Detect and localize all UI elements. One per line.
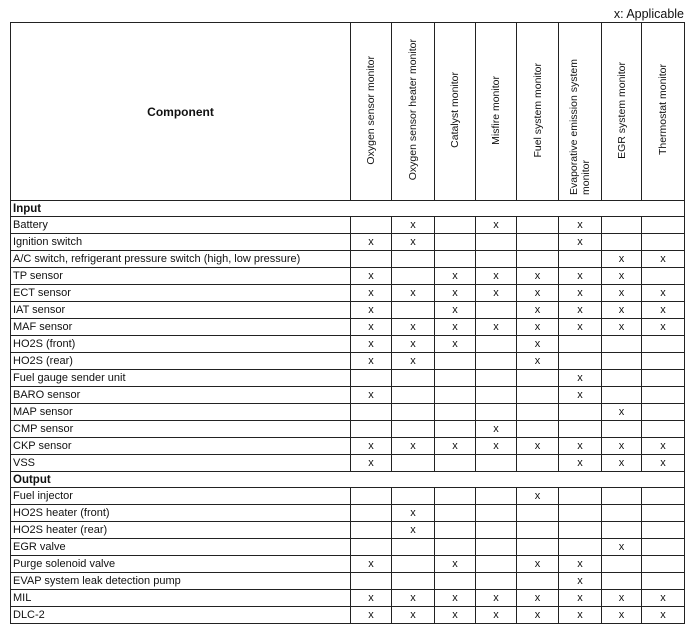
monitor-header — [351, 23, 392, 201]
applicability-cell — [476, 302, 517, 319]
applicability-cell — [559, 505, 602, 522]
applicability-cell — [392, 404, 435, 421]
applicability-cell — [476, 234, 517, 251]
applicability-cell — [435, 455, 476, 472]
applicability-cell — [559, 488, 602, 505]
applicability-cell — [392, 268, 435, 285]
applicability-cell — [435, 539, 476, 556]
applicability-cell — [559, 404, 602, 421]
table-row — [11, 573, 685, 590]
applicability-cell — [517, 404, 559, 421]
applicability-cell — [351, 505, 392, 522]
applicability-cell: x — [559, 302, 602, 319]
applicability-cell — [476, 505, 517, 522]
applicability-cell: x — [351, 302, 392, 319]
applicability-cell — [642, 421, 685, 438]
table-row — [11, 353, 685, 370]
applicability-cell — [435, 404, 476, 421]
applicability-cell — [559, 539, 602, 556]
applicability-cell: x — [559, 217, 602, 234]
applicability-cell — [642, 522, 685, 539]
applicability-cell — [392, 370, 435, 387]
applicability-cell: x — [392, 217, 435, 234]
applicability-cell: x — [435, 302, 476, 319]
applicability-cell: x — [517, 556, 559, 573]
applicability-cell: x — [602, 302, 642, 319]
applicability-cell — [351, 421, 392, 438]
component-name: MIL — [11, 590, 351, 607]
table-row — [11, 505, 685, 522]
applicability-cell: x — [517, 488, 559, 505]
component-name: ECT sensor — [11, 285, 351, 302]
applicability-cell — [476, 455, 517, 472]
component-name: A/C switch, refrigerant pressure switch (high, low pressure) — [11, 251, 351, 268]
table-body — [11, 201, 685, 624]
applicability-cell: x — [642, 590, 685, 607]
applicability-cell — [435, 353, 476, 370]
applicability-cell: x — [559, 556, 602, 573]
applicability-cell — [476, 353, 517, 370]
applicability-cell — [351, 404, 392, 421]
applicability-cell: x — [476, 438, 517, 455]
applicability-cell: x — [392, 336, 435, 353]
table-row — [11, 285, 685, 302]
applicability-cell: x — [602, 319, 642, 336]
applicability-cell — [602, 370, 642, 387]
applicability-cell — [602, 505, 642, 522]
applicability-cell: x — [476, 285, 517, 302]
applicability-cell — [435, 234, 476, 251]
applicability-cell — [602, 234, 642, 251]
applicability-cell: x — [476, 590, 517, 607]
applicability-cell: x — [602, 539, 642, 556]
applicability-cell: x — [642, 251, 685, 268]
table-row — [11, 302, 685, 319]
applicability-cell: x — [392, 353, 435, 370]
section-row — [11, 472, 685, 488]
applicability-cell: x — [476, 421, 517, 438]
applicability-cell — [435, 505, 476, 522]
applicability-cell — [642, 404, 685, 421]
table-row — [11, 607, 685, 624]
applicability-cell: x — [351, 455, 392, 472]
table-row — [11, 217, 685, 234]
applicability-cell — [435, 573, 476, 590]
applicability-cell: x — [602, 251, 642, 268]
legend-applicable: x: Applicable — [613, 7, 684, 21]
applicability-cell — [392, 573, 435, 590]
applicability-cell: x — [392, 438, 435, 455]
section-title: Output — [11, 472, 685, 488]
applicability-cell: x — [351, 268, 392, 285]
applicability-cell: x — [351, 336, 392, 353]
component-name: HO2S (rear) — [11, 353, 351, 370]
monitor-header-label: EGR system monitor — [615, 61, 628, 159]
applicability-cell — [642, 353, 685, 370]
applicability-cell — [517, 539, 559, 556]
applicability-cell — [435, 387, 476, 404]
applicability-cell — [392, 455, 435, 472]
applicability-cell: x — [392, 607, 435, 624]
applicability-cell: x — [559, 590, 602, 607]
applicability-cell — [476, 556, 517, 573]
applicability-cell: x — [392, 522, 435, 539]
applicability-cell — [602, 421, 642, 438]
applicability-cell — [559, 522, 602, 539]
table-row — [11, 370, 685, 387]
component-name: BARO sensor — [11, 387, 351, 404]
applicability-cell: x — [392, 319, 435, 336]
applicability-cell — [392, 556, 435, 573]
applicability-cell — [351, 488, 392, 505]
applicability-cell — [392, 539, 435, 556]
applicability-cell — [642, 268, 685, 285]
applicability-cell: x — [602, 590, 642, 607]
applicability-cell: x — [517, 319, 559, 336]
applicability-cell — [517, 573, 559, 590]
applicability-cell — [559, 251, 602, 268]
applicability-cell — [517, 387, 559, 404]
monitor-header — [392, 23, 435, 201]
applicability-cell: x — [435, 556, 476, 573]
applicability-cell — [476, 488, 517, 505]
applicability-cell: x — [351, 556, 392, 573]
component-name: Fuel gauge sender unit — [11, 370, 351, 387]
table-row — [11, 455, 685, 472]
applicability-cell — [435, 217, 476, 234]
monitor-header-label: Oxygen sensor heater monitor — [407, 39, 419, 181]
applicability-cell — [517, 234, 559, 251]
table-row — [11, 234, 685, 251]
applicability-cell: x — [517, 302, 559, 319]
applicability-cell — [435, 522, 476, 539]
applicability-cell: x — [517, 438, 559, 455]
applicability-cell — [642, 217, 685, 234]
component-name: EGR valve — [11, 539, 351, 556]
applicability-cell: x — [351, 234, 392, 251]
component-name: MAP sensor — [11, 404, 351, 421]
component-name: EVAP system leak detection pump — [11, 573, 351, 590]
applicability-cell — [517, 370, 559, 387]
applicability-cell: x — [517, 590, 559, 607]
applicability-cell: x — [642, 285, 685, 302]
applicability-cell: x — [435, 285, 476, 302]
applicability-cell: x — [517, 285, 559, 302]
component-name: Ignition switch — [11, 234, 351, 251]
applicability-cell: x — [642, 438, 685, 455]
applicability-cell: x — [392, 234, 435, 251]
applicability-cell: x — [642, 607, 685, 624]
applicability-cell — [602, 573, 642, 590]
applicability-cell: x — [351, 319, 392, 336]
applicability-cell — [602, 488, 642, 505]
applicability-cell — [517, 421, 559, 438]
applicability-cell: x — [602, 285, 642, 302]
applicability-cell: x — [351, 353, 392, 370]
applicability-cell — [351, 217, 392, 234]
applicability-cell: x — [476, 319, 517, 336]
applicability-cell — [602, 336, 642, 353]
applicability-cell — [517, 251, 559, 268]
applicability-cell — [517, 217, 559, 234]
table-row — [11, 421, 685, 438]
applicability-cell: x — [435, 590, 476, 607]
applicability-cell — [392, 387, 435, 404]
table-row — [11, 268, 685, 285]
table-row — [11, 488, 685, 505]
applicability-cell — [351, 522, 392, 539]
applicability-cell — [392, 421, 435, 438]
applicability-cell — [517, 522, 559, 539]
table-row — [11, 251, 685, 268]
component-name: CKP sensor — [11, 438, 351, 455]
monitor-header-label: Evaporative emission system monitor — [568, 59, 592, 195]
applicability-cell: x — [435, 268, 476, 285]
component-name: Battery — [11, 217, 351, 234]
component-name: HO2S heater (front) — [11, 505, 351, 522]
applicability-cell: x — [602, 607, 642, 624]
applicability-cell — [435, 488, 476, 505]
applicability-cell — [559, 336, 602, 353]
monitor-header — [517, 23, 559, 201]
header-row — [11, 23, 685, 201]
table-row — [11, 438, 685, 455]
applicability-cell: x — [642, 302, 685, 319]
table-row — [11, 522, 685, 539]
applicability-cell: x — [602, 438, 642, 455]
applicability-cell — [642, 387, 685, 404]
applicability-cell — [642, 234, 685, 251]
applicability-cell — [642, 488, 685, 505]
applicability-cell — [476, 573, 517, 590]
applicability-cell — [476, 251, 517, 268]
monitor-header — [642, 23, 685, 201]
applicability-cell: x — [351, 590, 392, 607]
monitor-header — [602, 23, 642, 201]
table-row — [11, 387, 685, 404]
applicability-cell: x — [602, 455, 642, 472]
applicability-cell: x — [476, 268, 517, 285]
component-name: HO2S (front) — [11, 336, 351, 353]
applicability-cell: x — [559, 573, 602, 590]
applicability-cell — [476, 336, 517, 353]
applicability-cell — [602, 217, 642, 234]
applicability-cell: x — [602, 268, 642, 285]
component-name: TP sensor — [11, 268, 351, 285]
component-name: Fuel injector — [11, 488, 351, 505]
applicability-cell: x — [559, 455, 602, 472]
applicability-cell — [602, 556, 642, 573]
applicability-cell — [602, 387, 642, 404]
applicability-cell — [392, 302, 435, 319]
monitor-header-label: Thermostat monitor — [657, 64, 669, 156]
table-row — [11, 590, 685, 607]
applicability-cell — [642, 556, 685, 573]
applicability-cell: x — [559, 285, 602, 302]
component-header: Component — [11, 23, 351, 201]
applicability-cell: x — [559, 387, 602, 404]
applicability-cell — [351, 370, 392, 387]
applicability-cell: x — [435, 336, 476, 353]
applicability-cell — [642, 539, 685, 556]
applicability-cell — [476, 370, 517, 387]
applicability-cell — [642, 336, 685, 353]
applicability-cell: x — [435, 438, 476, 455]
monitor-header — [435, 23, 476, 201]
monitor-header — [476, 23, 517, 201]
applicability-cell — [476, 539, 517, 556]
applicability-cell: x — [517, 607, 559, 624]
applicability-cell: x — [642, 455, 685, 472]
applicability-cell — [392, 488, 435, 505]
applicability-cell: x — [517, 353, 559, 370]
applicability-cell — [642, 370, 685, 387]
applicability-cell — [351, 573, 392, 590]
component-name: DLC-2 — [11, 607, 351, 624]
applicability-cell — [517, 505, 559, 522]
component-name: VSS — [11, 455, 351, 472]
applicability-cell: x — [351, 607, 392, 624]
table-row — [11, 404, 685, 421]
applicability-cell — [351, 539, 392, 556]
applicability-cell — [435, 421, 476, 438]
component-name: MAF sensor — [11, 319, 351, 336]
component-name: HO2S heater (rear) — [11, 522, 351, 539]
applicability-cell: x — [392, 590, 435, 607]
applicability-cell: x — [559, 319, 602, 336]
monitor-header-label: Catalyst monitor — [449, 72, 461, 148]
section-title: Input — [11, 201, 685, 217]
applicability-cell: x — [517, 268, 559, 285]
applicability-cell — [517, 455, 559, 472]
monitor-header-label: Oxygen sensor monitor — [365, 55, 377, 165]
applicability-cell: x — [559, 370, 602, 387]
monitor-header-label: Fuel system monitor — [531, 62, 544, 158]
table-row — [11, 539, 685, 556]
applicability-cell: x — [435, 319, 476, 336]
monitor-header — [559, 23, 602, 201]
section-row — [11, 201, 685, 217]
applicability-cell — [559, 421, 602, 438]
applicability-cell: x — [517, 336, 559, 353]
applicability-cell: x — [392, 505, 435, 522]
applicability-cell: x — [559, 607, 602, 624]
applicability-cell — [602, 522, 642, 539]
component-name: IAT sensor — [11, 302, 351, 319]
applicability-cell: x — [476, 607, 517, 624]
component-name: CMP sensor — [11, 421, 351, 438]
component-name: Purge solenoid valve — [11, 556, 351, 573]
applicability-cell: x — [559, 438, 602, 455]
applicability-cell — [642, 505, 685, 522]
table-row — [11, 556, 685, 573]
applicability-cell: x — [642, 319, 685, 336]
applicability-cell: x — [476, 217, 517, 234]
applicability-cell: x — [602, 404, 642, 421]
applicability-cell — [351, 251, 392, 268]
applicability-cell: x — [559, 234, 602, 251]
applicability-cell — [476, 522, 517, 539]
applicability-cell: x — [559, 268, 602, 285]
table-row — [11, 319, 685, 336]
applicability-cell: x — [351, 285, 392, 302]
applicability-cell — [642, 573, 685, 590]
applicability-cell — [435, 251, 476, 268]
applicability-cell — [435, 370, 476, 387]
applicability-table — [10, 22, 685, 624]
applicability-cell: x — [351, 438, 392, 455]
applicability-cell: x — [435, 607, 476, 624]
monitor-header-label: Misfire monitor — [490, 75, 502, 145]
applicability-cell — [602, 353, 642, 370]
applicability-cell: x — [392, 285, 435, 302]
table-row — [11, 336, 685, 353]
applicability-cell — [559, 353, 602, 370]
applicability-cell: x — [351, 387, 392, 404]
applicability-cell — [476, 387, 517, 404]
applicability-cell — [476, 404, 517, 421]
applicability-cell — [392, 251, 435, 268]
